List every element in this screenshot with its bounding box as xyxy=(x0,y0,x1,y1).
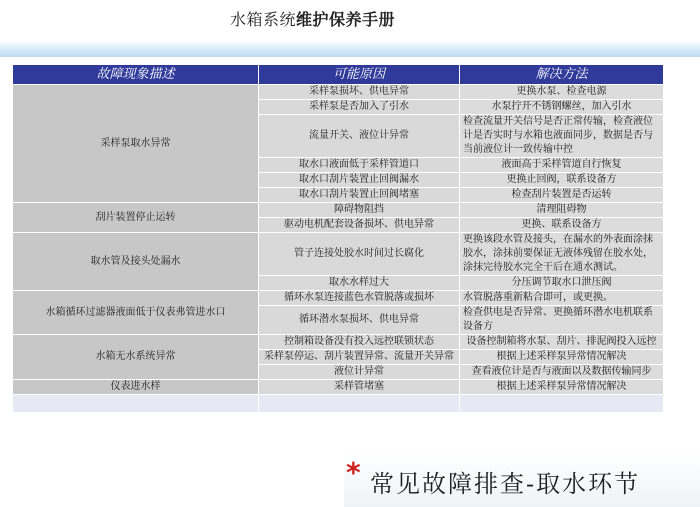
table-row xyxy=(13,291,664,306)
empty-cell xyxy=(259,395,460,413)
fix-cell: 根据上述采样泵异常情况解决 xyxy=(460,380,664,395)
fix-cell: 查看液位计是否与液面以及数据传输同步 xyxy=(460,365,664,380)
fix-cell: 检查供电是否异常、更换循环潜水电机联系设备方 xyxy=(460,306,664,335)
troubleshooting-table xyxy=(12,64,664,413)
cause-cell: 取水水样过大 xyxy=(259,276,460,291)
title-part-2: 维护保养手册 xyxy=(296,10,396,29)
fix-cell: 水泵拧开不锈钢螺丝，加入引水 xyxy=(460,100,664,115)
cause-cell: 循环潜水泵损坏、供电异常 xyxy=(259,306,460,335)
empty-row xyxy=(13,395,664,413)
title-part-1: 水箱系统 xyxy=(230,10,297,29)
cause-cell: 控制箱设备没有投入远控联锁状态 xyxy=(259,335,460,350)
cause-cell: 流量开关、液位计异常 xyxy=(259,115,460,158)
symptom-cell: 水箱循环过滤器液面低于仪表弗管进水口 xyxy=(13,291,259,335)
header-band xyxy=(0,40,700,57)
symptom-cell: 水箱无水系统异常 xyxy=(13,335,259,380)
fix-cell: 根据上述采样泵异常情况解决 xyxy=(460,350,664,365)
page-title xyxy=(230,7,395,30)
symptom-cell: 刮片装置停止运转 xyxy=(13,203,259,233)
table-row xyxy=(13,233,664,276)
fix-cell: 液面高于采样管道自行恢复 xyxy=(460,158,664,173)
cause-cell: 取水口刮片装置止回阀堵塞 xyxy=(259,188,460,203)
cause-cell: 取水口刮片装置止回阀漏水 xyxy=(259,173,460,188)
cause-cell: 采样泵停运、刮片装置异常、流量开关异常 xyxy=(259,350,460,365)
fix-cell: 设备控制箱将水泵、刮片、排泥阀投入远控 xyxy=(460,335,664,350)
cause-cell: 取水口液面低于采样管道口 xyxy=(259,158,460,173)
header-cause: 可能原因 xyxy=(259,65,460,85)
cause-cell: 采样泵是否加入了引水 xyxy=(259,100,460,115)
fix-cell: 更换该段水管及接头，在漏水的外表面涂抹胶水，涂抹前要保证无液体残留在胶水处，涂抹完待胶水完全干后在通水测试。 xyxy=(460,233,664,276)
table-header-row xyxy=(13,65,664,85)
header-symptom: 故障现象描述 xyxy=(13,65,259,85)
symptom-cell: 取水管及接头处漏水 xyxy=(13,233,259,291)
fix-cell: 更换水泵、检查电源 xyxy=(460,85,664,100)
symptom-cell: 采样泵取水异常 xyxy=(13,85,259,203)
fix-cell: 更换、联系设备方 xyxy=(460,218,664,233)
fix-cell: 清理阻碍物 xyxy=(460,203,664,218)
cause-cell: 循环水泵连接蓝色水管脱落或损坏 xyxy=(259,291,460,306)
cause-cell: 驱动电机配套设备损坏、供电异常 xyxy=(259,218,460,233)
fix-cell: 检查流量开关信号是否正常传输，检查液位计是否实时与水箱也液面同步，数据是否与当前液位计一致传输中控 xyxy=(460,115,664,158)
fix-cell: 检查刮片装置是否运转 xyxy=(460,188,664,203)
cause-cell: 障碍物阻挡 xyxy=(259,203,460,218)
empty-cell xyxy=(13,395,259,413)
footer-caption: 常见故障排查-取水环节 xyxy=(370,470,641,498)
table-row xyxy=(13,203,664,218)
cause-cell: 液位计异常 xyxy=(259,365,460,380)
table-row xyxy=(13,85,664,100)
cause-cell: 管子连接处胶水时间过长腐化 xyxy=(259,233,460,276)
footer-banner xyxy=(344,452,700,507)
symptom-cell: 仪表进水样 xyxy=(13,380,259,395)
cause-cell: 采样管堵塞 xyxy=(259,380,460,395)
fix-cell: 水管脱落重新粘合即可，或更换。 xyxy=(460,291,664,306)
fix-cell: 更换止回阀，联系设备方 xyxy=(460,173,664,188)
empty-cell xyxy=(460,395,664,413)
header-fix: 解决方法 xyxy=(460,65,664,85)
star-icon: * xyxy=(346,456,361,489)
fix-cell: 分压调节取水口泄压阀 xyxy=(460,276,664,291)
cause-cell: 采样泵损坏、供电异常 xyxy=(259,85,460,100)
table-row xyxy=(13,380,664,395)
table-row xyxy=(13,335,664,350)
